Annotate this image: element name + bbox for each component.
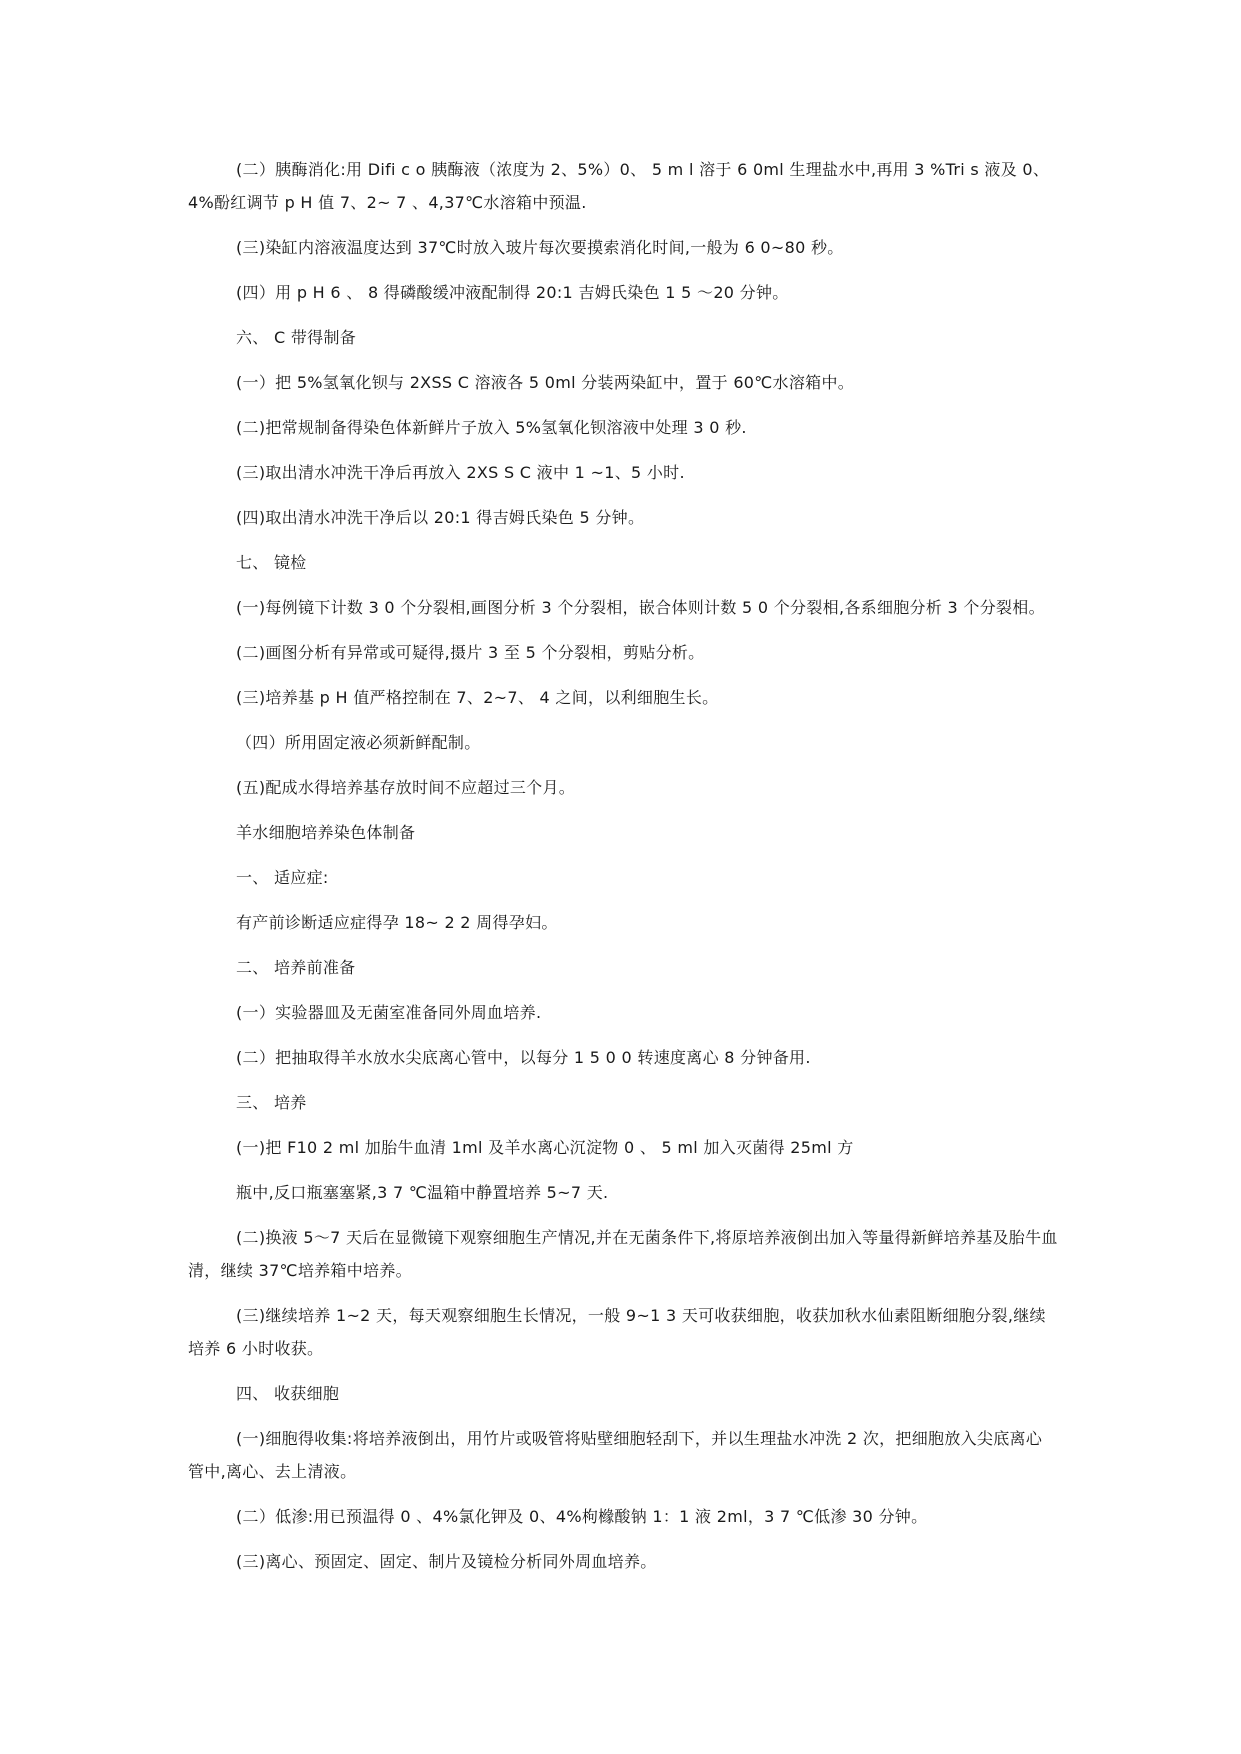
paragraph: (三)取出清水冲洗干净后再放入 2XS S C 液中 1 ~1、5 小时. (236, 463, 685, 482)
section-heading: 四、 收获细胞 (236, 1384, 340, 1403)
paragraph: (一)细胞得收集:将培养液倒出，用竹片或吸管将贴壁细胞轻刮下，并以生理盐水冲洗 2 次，把细胞放入尖底离心管中,离心、去上清液。 (188, 1429, 1043, 1481)
paragraph: 瓶中,反口瓶塞塞紧,3 7 ℃温箱中静置培养 5~7 天. (236, 1183, 609, 1202)
section-heading: 二、 培养前准备 (236, 958, 356, 977)
paragraph: (二）胰酶消化:用 Difi c o 胰酶液（浓度为 2、5%）0、 5 m l 溶于 6 0ml 生理盐水中,再用 3 %Tri s 液及 0、4%酚红调节 p H 值 7、2~ 7 、4,37℃水溶箱中预温. (188, 160, 1050, 212)
paragraph: (二)换液 5～7 天后在显微镜下观察细胞生产情况,并在无菌条件下,将原培养液倒出加入等量得新鲜培养基及胎牛血清，继续 37℃培养箱中培养。 (188, 1228, 1058, 1280)
paragraph: (二）低渗:用已预温得 0 、4%氯化钾及 0、4%枸橼酸钠 1：1 液 2ml，3 7 ℃低渗 30 分钟。 (236, 1507, 928, 1526)
paragraph: (二)把常规制备得染色体新鲜片子放入 5%氢氧化钡溶液中处理 3 0 秒. (236, 418, 747, 437)
paragraph: (一）实验器皿及无菌室准备同外周血培养. (236, 1003, 542, 1022)
paragraph: (一)每例镜下计数 3 0 个分裂相,画图分析 3 个分裂相，嵌合体则计数 5 0 个分裂相,各系细胞分析 3 个分裂相。 (236, 598, 1045, 617)
paragraph: (四）用 p H 6 、 8 得磷酸缓冲液配制得 20:1 吉姆氏染色 1 5 ～20 分钟。 (236, 283, 789, 302)
paragraph: (二)画图分析有异常或可疑得,摄片 3 至 5 个分裂相，剪贴分析。 (236, 643, 705, 662)
paragraph: (一）把 5%氢氧化钡与 2XSS C 溶液各 5 0ml 分装两染缸中，置于 60℃水溶箱中。 (236, 373, 855, 392)
section-heading: 六、 C 带得制备 (236, 328, 357, 347)
document-body (188, 153, 1058, 1590)
section-title: 羊水细胞培养染色体制备 (236, 823, 416, 842)
paragraph: (三)继续培养 1~2 天，每天观察细胞生长情况，一般 9~1 3 天可收获细胞，收获加秋水仙素阻断细胞分裂,继续培养 6 小时收获。 (188, 1306, 1046, 1358)
section-heading: 三、 培养 (236, 1093, 307, 1112)
paragraph: (四)取出清水冲洗干净后以 20:1 得吉姆氏染色 5 分钟。 (236, 508, 645, 527)
paragraph: (五)配成水得培养基存放时间不应超过三个月。 (236, 778, 576, 797)
section-heading: 七、 镜检 (236, 553, 307, 572)
paragraph: 有产前诊断适应症得孕 18~ 2 2 周得孕妇。 (236, 913, 558, 932)
paragraph: (三)染缸内溶液温度达到 37℃时放入玻片每次要摸索消化时间,一般为 6 0~80 秒。 (236, 238, 844, 257)
paragraph: (三)培养基 p H 值严格控制在 7、2~7、 4 之间，以利细胞生长。 (236, 688, 719, 707)
paragraph: (一)把 F10 2 ml 加胎牛血清 1ml 及羊水离心沉淀物 0 、 5 ml 加入灭菌得 25ml 方 (236, 1138, 854, 1157)
paragraph: (三)离心、预固定、固定、制片及镜检分析同外周血培养。 (236, 1552, 657, 1571)
paragraph: (二）把抽取得羊水放水尖底离心管中，以每分 1 5 0 0 转速度离心 8 分钟备用. (236, 1048, 811, 1067)
paragraph: （四）所用固定液必须新鲜配制。 (236, 733, 481, 752)
section-heading: 一、 适应症: (236, 868, 329, 887)
